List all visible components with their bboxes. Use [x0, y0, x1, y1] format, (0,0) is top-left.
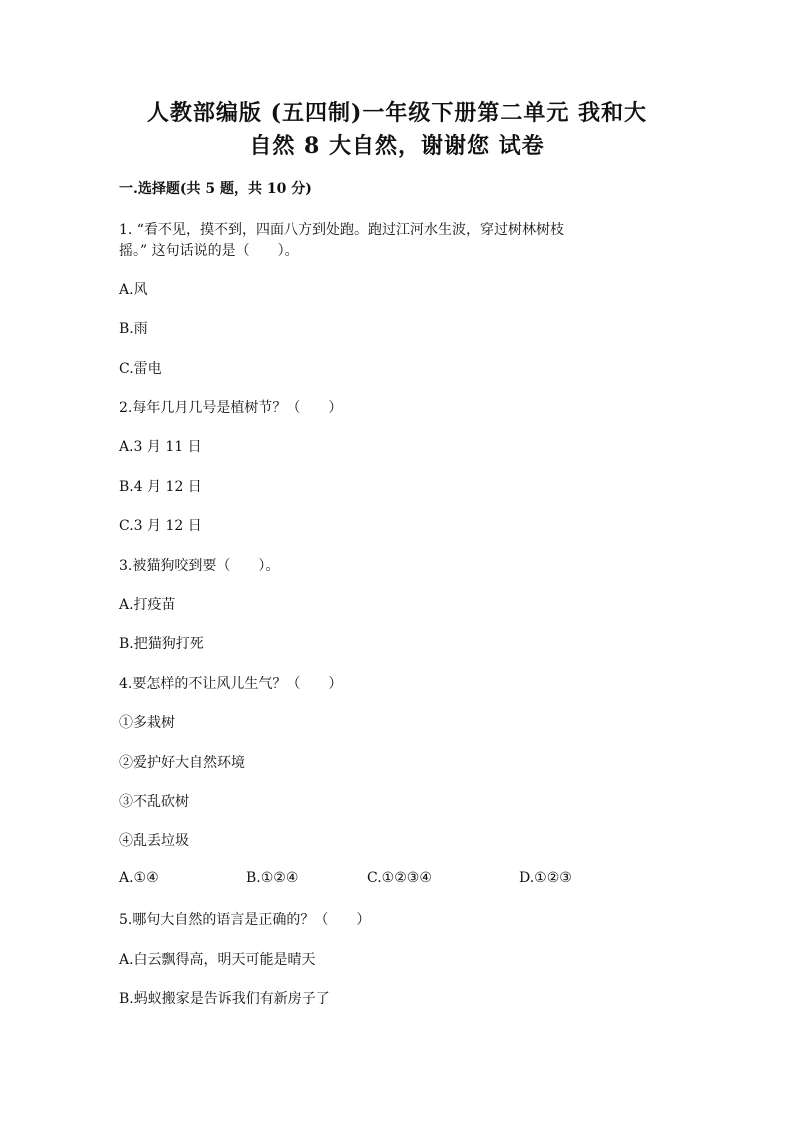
- question-1-option-b: B.雨: [119, 321, 148, 337]
- question-4-option-a: A.①④: [119, 870, 159, 886]
- question-3-stem: 3.被猫狗咬到要（ ）。: [119, 558, 280, 574]
- question-4-statement-1: ①多栽树: [119, 715, 175, 731]
- question-1-stem-line-1: 1. “看不见，摸不到，四面八方到处跑。跑过江河水生波，穿过树林树枝: [119, 222, 564, 238]
- title-line-1: 人教部编版 (五四制)一年级下册第二单元 我和大: [146, 100, 648, 126]
- question-4-statement-3: ③不乱砍树: [119, 794, 189, 810]
- question-1-option-c: C.雷电: [119, 361, 162, 377]
- question-4-option-c: C.①②③④: [367, 870, 432, 886]
- question-3-option-a: A.打疫苗: [119, 597, 176, 613]
- question-5-option-a: A.白云飘得高，明天可能是晴天: [119, 952, 316, 968]
- question-1-stem-line-2: 摇。” 这句话说的是（ ）。: [119, 243, 299, 259]
- question-4-statement-2: ②爱护好大自然环境: [119, 755, 245, 771]
- question-2-stem: 2.每年几月几号是植树节？（ ）: [119, 400, 343, 416]
- question-4-option-b: B.①②④: [246, 870, 299, 886]
- title-line-2: 自然 8 大自然，谢谢您 试卷: [249, 133, 545, 159]
- question-2-option-c: C.3 月 12 日: [119, 518, 202, 534]
- question-3-option-b: B.把猫狗打死: [119, 636, 204, 652]
- question-1-option-a: A.风: [119, 282, 148, 298]
- question-4-option-d: D.①②③: [519, 870, 572, 886]
- question-2-option-b: B.4 月 12 日: [119, 479, 202, 495]
- question-4-stem: 4.要怎样的不让风儿生气？（ ）: [119, 676, 343, 692]
- question-2-option-a: A.3 月 11 日: [119, 439, 202, 455]
- question-4-statement-4: ④乱丢垃圾: [119, 833, 189, 849]
- section-heading: 一.选择题(共 5 题，共 10 分): [119, 181, 312, 197]
- question-5-option-b: B.蚂蚁搬家是告诉我们有新房子了: [119, 991, 330, 1007]
- question-5-stem: 5.哪句大自然的语言是正确的？（ ）: [119, 912, 371, 928]
